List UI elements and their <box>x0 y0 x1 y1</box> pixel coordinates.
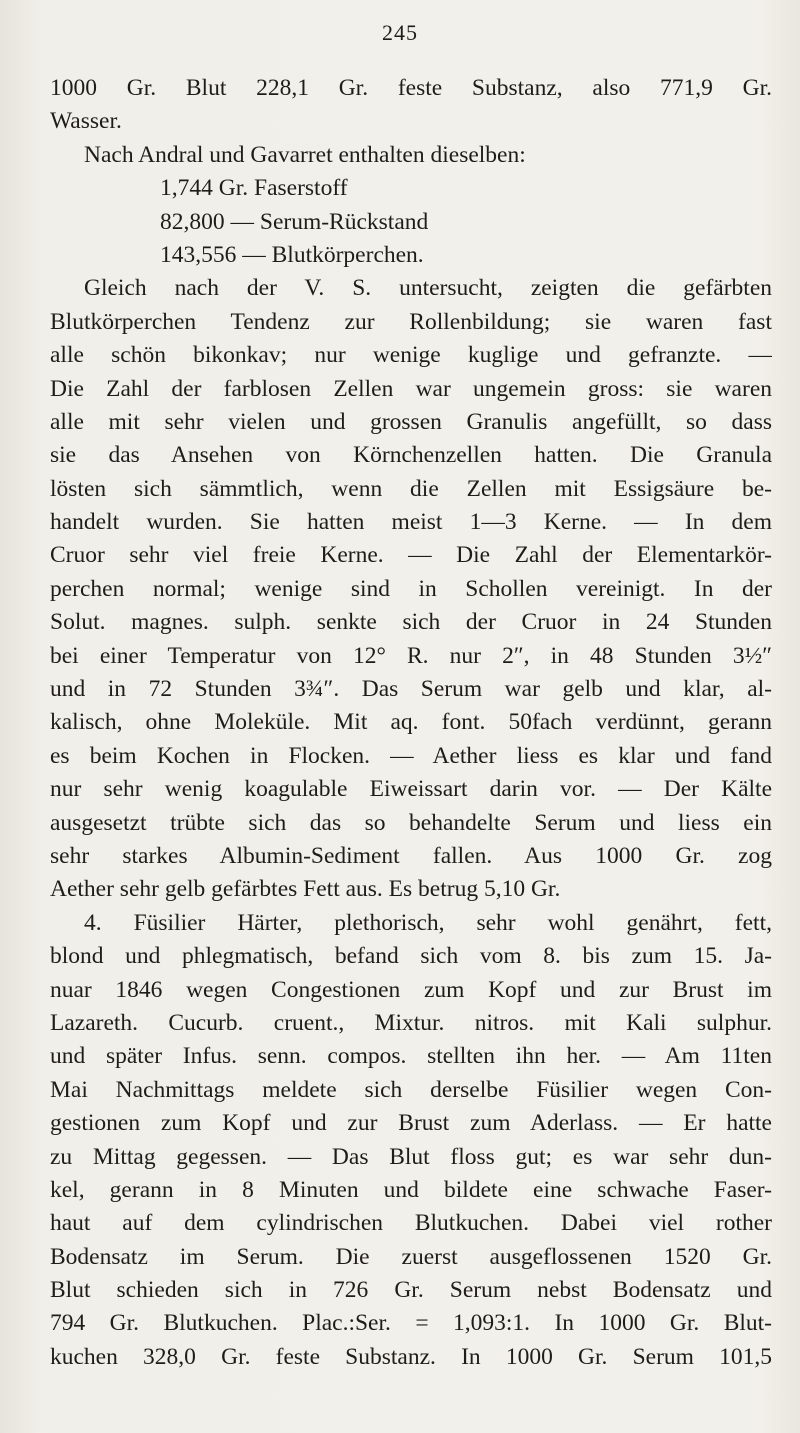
text-line-23: ausgesetzt trübte sich das so behandelte Serum und liess ein <box>50 809 772 836</box>
text-line-29: Lazareth. Cucurb. cruent., Mixtur. nitros. mit Kali sulphur. <box>50 1009 772 1036</box>
text-line-17: Solut. magnes. sulph. senkte sich der Cruor in 24 Stunden <box>50 609 772 636</box>
page-number: 245 <box>382 20 418 45</box>
text-line-2: Wasser. <box>50 108 122 135</box>
text-line-27: blond und phlegmatisch, befand sich vom 8. bis zum 15. Ja- <box>50 943 772 970</box>
text-line-37: Blut schieden sich in 726 Gr. Serum nebst Bodensatz und <box>50 1277 772 1304</box>
text-line-21: es beim Kochen in Flocken. — Aether liess es klar und fand <box>50 742 772 769</box>
text-line-36: Bodensatz im Serum. Die zuerst ausgeflossenen 1520 Gr. <box>50 1243 772 1270</box>
text-line-15: Cruor sehr viel freie Kerne. — Die Zahl der Elementarkör- <box>50 542 772 569</box>
text-line-25: Aether sehr gelb gefärbtes Fett aus. Es betrug 5,10 Gr. <box>50 876 561 903</box>
text-line-13: lösten sich sämmtlich, wenn die Zellen mit Essigsäure be- <box>50 475 772 502</box>
text-line-10: Die Zahl der farblosen Zellen war ungemein gross: sie waren <box>50 375 772 402</box>
text-line-14: handelt wurden. Sie hatten meist 1—3 Kerne. — In dem <box>50 509 772 536</box>
text-line-34: kel, gerann in 8 Minuten und bildete eine schwache Faser- <box>50 1176 772 1203</box>
text-line-11: alle mit sehr vielen und grossen Granulis angefüllt, so dass <box>50 408 772 435</box>
text-line-8: Blutkörperchen Tendenz zur Rollenbildung; sie waren fast <box>50 308 772 335</box>
text-line-20: kalisch, ohne Moleküle. Mit aq. font. 50fach verdünnt, gerann <box>50 709 772 736</box>
composition-row-serum-residue: 82,800 — Serum-Rückstand <box>160 208 429 235</box>
text-line-12: sie das Ansehen von Körnchenzellen hatten. Die Granula <box>50 442 772 469</box>
composition-row-fibrin: 1,744 Gr. Faserstoff <box>160 175 348 202</box>
text-line-3: Nach Andral und Gavarret enthalten dieselben: <box>84 141 526 168</box>
text-line-39: kuchen 328,0 Gr. feste Substanz. In 1000 Gr. Serum 101,5 <box>50 1343 772 1370</box>
text-line-35: haut auf dem cylindrischen Blutkuchen. Dabei viel rother <box>50 1210 772 1237</box>
text-line-32: gestionen zum Kopf und zur Brust zum Aderlass. — Er hatte <box>50 1110 772 1137</box>
text-line-26: 4. Füsilier Härter, plethorisch, sehr wohl genährt, fett, <box>84 909 772 936</box>
text-line-24: sehr starkes Albumin-Sediment fallen. Aus 1000 Gr. zog <box>50 842 772 869</box>
composition-row-blood-corpuscles: 143,556 — Blutkörperchen. <box>160 241 424 268</box>
text-line-38: 794 Gr. Blutkuchen. Plac.:Ser. = 1,093:1. In 1000 Gr. Blut- <box>50 1310 772 1337</box>
text-line-16: perchen normal; wenige sind in Schollen vereinigt. In der <box>50 575 772 602</box>
body-text <box>50 72 772 1374</box>
text-line-22: nur sehr wenig koagulable Eiweissart darin vor. — Der Kälte <box>50 776 772 803</box>
text-line-33: zu Mittag gegessen. — Das Blut floss gut; es war sehr dun- <box>50 1143 772 1170</box>
text-line-30: und später Infus. senn. compos. stellten ihn her. — Am 11ten <box>50 1043 772 1070</box>
text-line-31: Mai Nachmittags meldete sich derselbe Füsilier wegen Con- <box>50 1076 772 1103</box>
text-line-9: alle schön bikonkav; nur wenige kuglige und gefranzte. — <box>50 342 772 369</box>
text-line-28: nuar 1846 wegen Congestionen zum Kopf und zur Brust im <box>50 976 772 1003</box>
text-line-18: bei einer Temperatur von 12° R. nur 2″, in 48 Stunden 3½″ <box>50 642 772 669</box>
text-line-7: Gleich nach der V. S. untersucht, zeigten die gefärbten <box>84 275 772 302</box>
text-line-19: und in 72 Stunden 3¾″. Das Serum war gelb und klar, al- <box>50 676 772 703</box>
text-line-1: 1000 Gr. Blut 228,1 Gr. feste Substanz, also 771,9 Gr. <box>50 75 772 101</box>
